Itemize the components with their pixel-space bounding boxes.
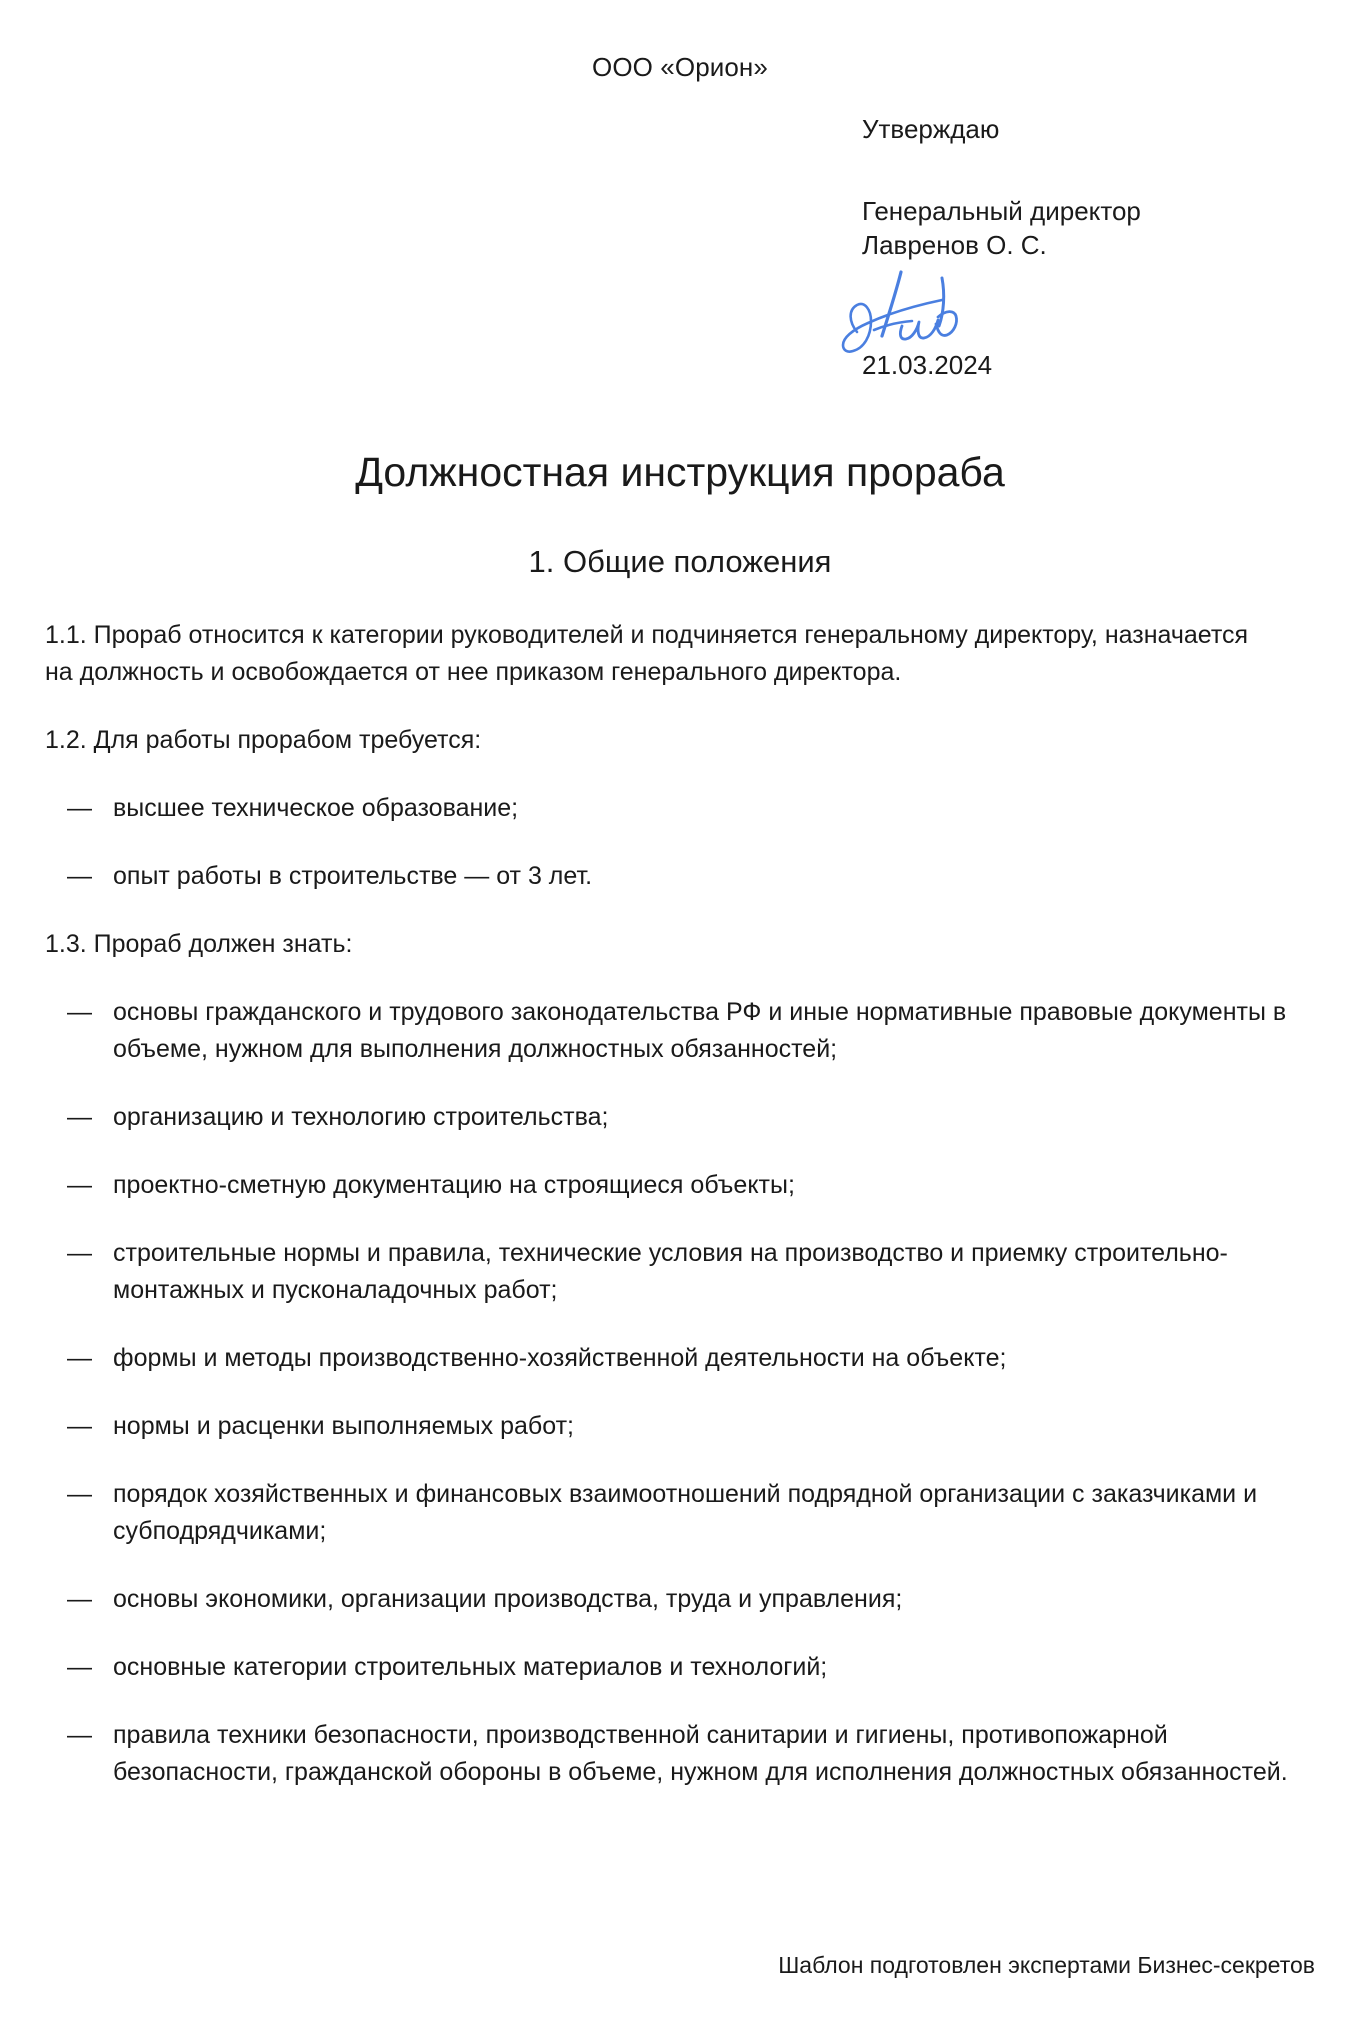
- list-item-text: порядок хозяйственных и финансовых взаимоотношений подрядной организации с заказчиками и субподрядчиками;: [113, 1480, 1258, 1545]
- bullet-dash-icon: —: [67, 1239, 92, 1267]
- list-item-text: основы экономики, организации производства, труда и управления;: [113, 1585, 903, 1613]
- list-item-text: нормы и расценки выполняемых работ;: [113, 1412, 574, 1440]
- bullet-dash-icon: —: [67, 1412, 92, 1440]
- approver-role: Генеральный директор: [862, 196, 1141, 226]
- bullet-dash-icon: —: [67, 1721, 92, 1749]
- list-item: [45, 1717, 1298, 1791]
- list-item: [45, 790, 1298, 827]
- list-item-text: формы и методы производственно-хозяйственной деятельности на объекте;: [113, 1344, 1007, 1372]
- clause-1-3: 1.3. Прораб должен знать:: [45, 930, 353, 958]
- list-item-text: организацию и технологию строительства;: [113, 1103, 609, 1131]
- list-item: [45, 1099, 1298, 1136]
- list-item: [45, 994, 1298, 1068]
- bullet-dash-icon: —: [67, 1171, 92, 1199]
- list-item: [45, 1408, 1298, 1445]
- page-title: Должностная инструкция прораба: [355, 449, 1005, 495]
- approver-name: Лавренов О. С.: [862, 230, 1047, 260]
- list-item-text: высшее техническое образование;: [113, 794, 519, 822]
- bullet-dash-icon: —: [67, 1344, 92, 1372]
- approval-label: Утверждаю: [862, 114, 1000, 144]
- footer-note: Шаблон подготовлен экспертами Бизнес-секретов: [778, 1952, 1315, 1978]
- list-item-text: опыт работы в строительстве — от 3 лет.: [113, 862, 593, 890]
- list-item: [45, 1167, 1298, 1204]
- list-item: [45, 1581, 1298, 1618]
- list-item-text: правила техники безопасности, производственной санитарии и гигиены, противопожарной безопасности, гражданской обороны в объеме, нужном для исполнения должностных обязанностей.: [113, 1721, 1288, 1786]
- list-item: [45, 1235, 1298, 1309]
- clause-1-2: 1.2. Для работы прорабом требуется:: [45, 726, 482, 754]
- list-item-text: проектно-сметную документацию на строящиеся объекты;: [113, 1171, 795, 1199]
- clause-1-2-list: [45, 790, 1315, 895]
- bullet-dash-icon: —: [67, 1103, 92, 1131]
- signature-area: [862, 264, 1282, 348]
- bullet-dash-icon: —: [67, 998, 92, 1026]
- list-item: [45, 1476, 1298, 1550]
- list-item: [45, 1340, 1298, 1377]
- list-item-text: строительные нормы и правила, технические условия на производство и приемку строительно-монтажных и пусконаладочных работ;: [113, 1239, 1228, 1304]
- section-heading: 1. Общие положения: [528, 544, 832, 579]
- approval-date: 21.03.2024: [862, 350, 993, 380]
- list-item-text: основы гражданского и трудового законодательства РФ и иные нормативные правовые документы в объеме, нужном для выполнения должностных обязанностей;: [113, 998, 1287, 1063]
- document-body: [45, 617, 1315, 1791]
- list-item: [45, 858, 1298, 895]
- bullet-dash-icon: —: [67, 1585, 92, 1613]
- bullet-dash-icon: —: [67, 1480, 92, 1508]
- clause-1-3-list: [45, 994, 1315, 1791]
- approval-block: [862, 112, 1282, 382]
- list-item: [45, 1649, 1298, 1686]
- organization-name: ООО «Орион»: [592, 52, 768, 82]
- bullet-dash-icon: —: [67, 862, 92, 890]
- bullet-dash-icon: —: [67, 794, 92, 822]
- list-item-text: основные категории строительных материалов и технологий;: [113, 1653, 828, 1681]
- bullet-dash-icon: —: [67, 1653, 92, 1681]
- clause-1-1: 1.1. Прораб относится к категории руководителей и подчиняется генеральному директору, назначается на должность и освобождается от нее приказом генерального директора.: [45, 621, 1249, 686]
